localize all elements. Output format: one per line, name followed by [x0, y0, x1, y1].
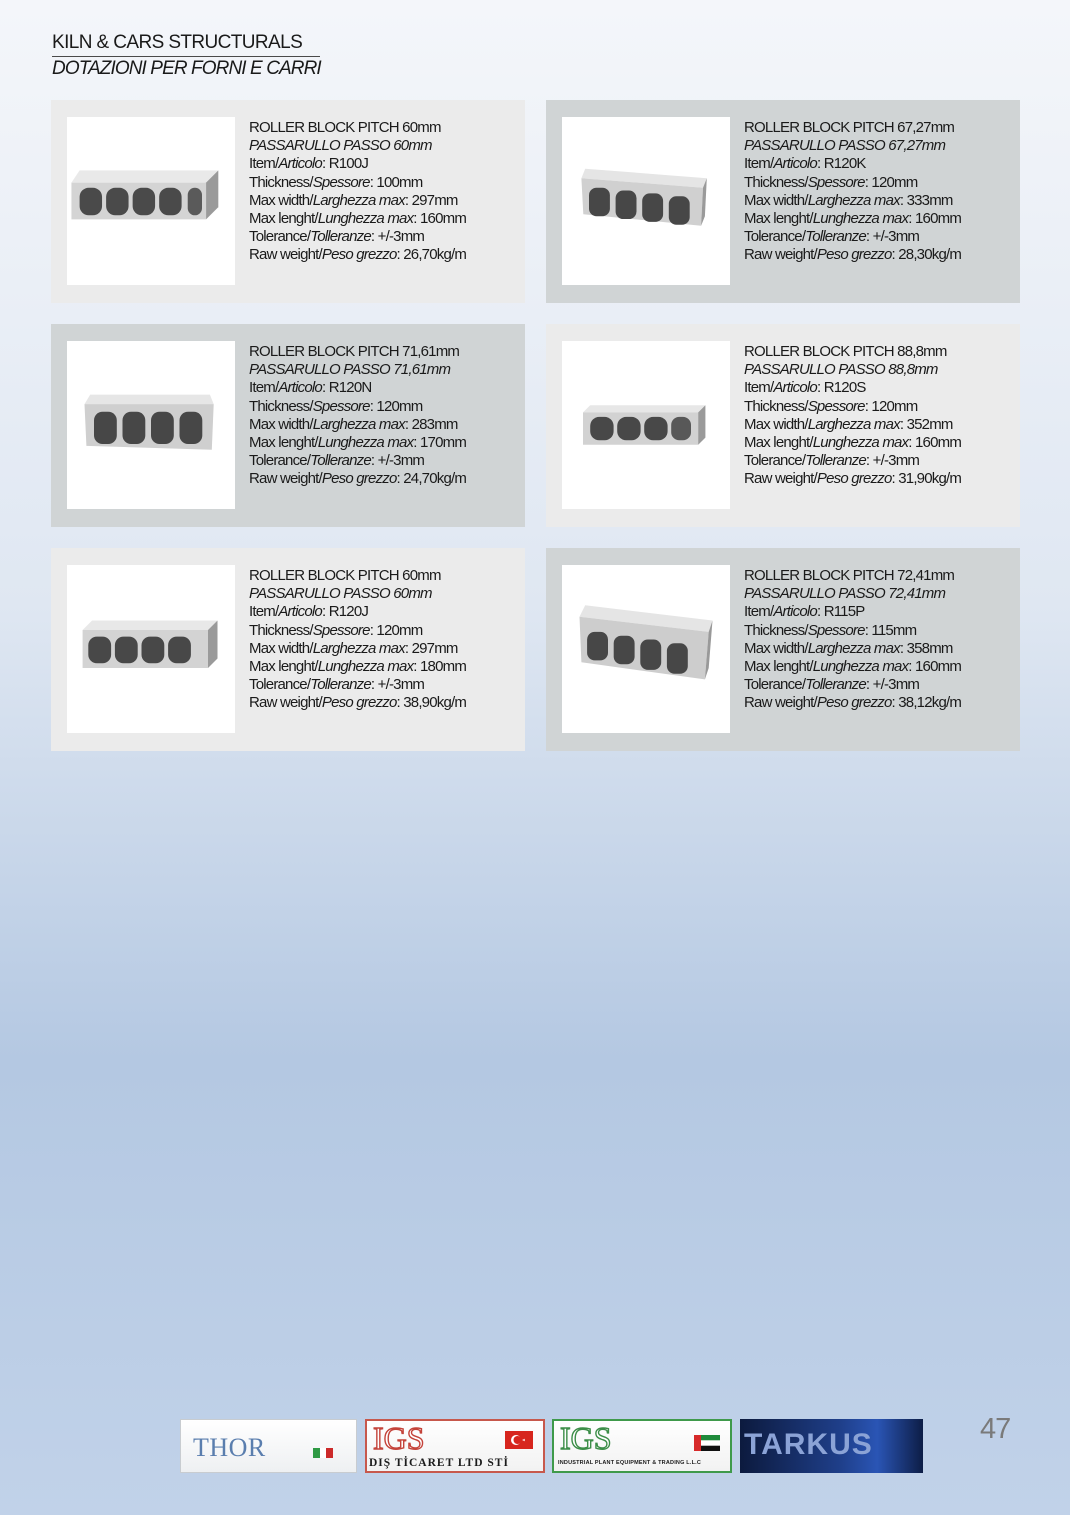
spec-item: Item/Articolo: R100J — [249, 155, 369, 173]
product-subtitle: PASSARULLO PASSO 72,41mm — [744, 585, 946, 603]
product-specs — [744, 343, 961, 489]
product-card — [546, 324, 1020, 527]
product-subtitle: PASSARULLO PASSO 88,8mm — [744, 361, 938, 379]
turkey-flag-icon — [505, 1431, 533, 1449]
product-specs — [249, 343, 466, 489]
spec-tolerance: Tolerance/Tolleranze: +/-3mm — [744, 228, 920, 246]
igs-turkey-logo: IGS DIŞ TİCARET LTD STİ — [365, 1419, 545, 1473]
spec-thickness: Thickness/Spessore: 120mm — [744, 397, 918, 415]
spec-tolerance: Tolerance/Tolleranze: +/-3mm — [249, 676, 425, 694]
product-card — [546, 100, 1020, 303]
spec-item: Item/Articolo: R120K — [744, 155, 866, 173]
thor-logo: THOR — [180, 1419, 357, 1473]
spec-tolerance: Tolerance/Tolleranze: +/-3mm — [249, 452, 425, 470]
product-title: ROLLER BLOCK PITCH 71,61mm — [249, 343, 460, 360]
product-specs — [249, 119, 466, 265]
product-subtitle: PASSARULLO PASSO 60mm — [249, 585, 432, 603]
spec-thickness: Thickness/Spessore: 120mm — [249, 397, 423, 415]
spec-item: Item/Articolo: R120S — [744, 379, 866, 397]
product-card — [51, 324, 525, 527]
product-subtitle: PASSARULLO PASSO 67,27mm — [744, 137, 946, 155]
spec-width: Max width/Larghezza max: 283mm — [249, 415, 458, 433]
spec-length: Max lenght/Lunghezza max: 180mm — [249, 658, 467, 676]
spec-width: Max width/Larghezza max: 333mm — [744, 191, 953, 209]
spec-weight: Raw weight/Peso grezzo: 24,70kg/m — [249, 470, 467, 488]
page-subtitle: DOTAZIONI PER FORNI E CARRI — [52, 58, 321, 79]
product-image — [67, 565, 235, 733]
spec-width: Max width/Larghezza max: 352mm — [744, 415, 953, 433]
product-image — [562, 565, 730, 733]
spec-length: Max lenght/Lunghezza max: 170mm — [249, 434, 467, 452]
spec-length: Max lenght/Lunghezza max: 160mm — [744, 658, 962, 676]
product-specs — [744, 119, 961, 265]
page-title: KILN & CARS STRUCTURALS — [52, 32, 320, 57]
product-title: ROLLER BLOCK PITCH 88,8mm — [744, 343, 947, 360]
product-title: ROLLER BLOCK PITCH 60mm — [249, 567, 441, 584]
spec-length: Max lenght/Lunghezza max: 160mm — [744, 434, 962, 452]
spec-weight: Raw weight/Peso grezzo: 38,12kg/m — [744, 694, 962, 712]
product-subtitle: PASSARULLO PASSO 71,61mm — [249, 361, 451, 379]
igs-uae-logo: IGS INDUSTRIAL PLANT EQUIPMENT & TRADING L.L.C — [552, 1419, 732, 1473]
spec-thickness: Thickness/Spessore: 115mm — [744, 621, 917, 639]
tarkus-logo: TARKUS — [740, 1419, 923, 1473]
page-header — [52, 32, 320, 80]
spec-tolerance: Tolerance/Tolleranze: +/-3mm — [249, 228, 425, 246]
spec-item: Item/Articolo: R120N — [249, 379, 372, 397]
spec-length: Max lenght/Lunghezza max: 160mm — [249, 210, 467, 228]
product-subtitle: PASSARULLO PASSO 60mm — [249, 137, 432, 155]
spec-tolerance: Tolerance/Tolleranze: +/-3mm — [744, 676, 920, 694]
spec-length: Max lenght/Lunghezza max: 160mm — [744, 210, 962, 228]
spec-thickness: Thickness/Spessore: 120mm — [249, 621, 423, 639]
spec-width: Max width/Larghezza max: 358mm — [744, 639, 953, 657]
italy-flag-icon — [313, 1448, 333, 1458]
product-card — [51, 548, 525, 751]
product-card — [546, 548, 1020, 751]
spec-weight: Raw weight/Peso grezzo: 38,90kg/m — [249, 694, 467, 712]
spec-item: Item/Articolo: R115P — [744, 603, 865, 621]
spec-weight: Raw weight/Peso grezzo: 31,90kg/m — [744, 470, 962, 488]
product-image — [562, 341, 730, 509]
spec-tolerance: Tolerance/Tolleranze: +/-3mm — [744, 452, 920, 470]
product-image — [67, 341, 235, 509]
spec-thickness: Thickness/Spessore: 100mm — [249, 173, 423, 191]
spec-weight: Raw weight/Peso grezzo: 26,70kg/m — [249, 246, 467, 264]
product-card — [51, 100, 525, 303]
product-specs — [744, 567, 961, 713]
spec-width: Max width/Larghezza max: 297mm — [249, 191, 458, 209]
product-image — [67, 117, 235, 285]
product-title: ROLLER BLOCK PITCH 67,27mm — [744, 119, 955, 136]
page-number: 47 — [980, 1413, 1011, 1445]
product-title: ROLLER BLOCK PITCH 72,41mm — [744, 567, 955, 584]
product-title: ROLLER BLOCK PITCH 60mm — [249, 119, 441, 136]
spec-weight: Raw weight/Peso grezzo: 28,30kg/m — [744, 246, 962, 264]
spec-thickness: Thickness/Spessore: 120mm — [744, 173, 918, 191]
product-specs — [249, 567, 466, 713]
spec-width: Max width/Larghezza max: 297mm — [249, 639, 458, 657]
uae-flag-icon — [694, 1435, 720, 1451]
spec-item: Item/Articolo: R120J — [249, 603, 369, 621]
product-image — [562, 117, 730, 285]
